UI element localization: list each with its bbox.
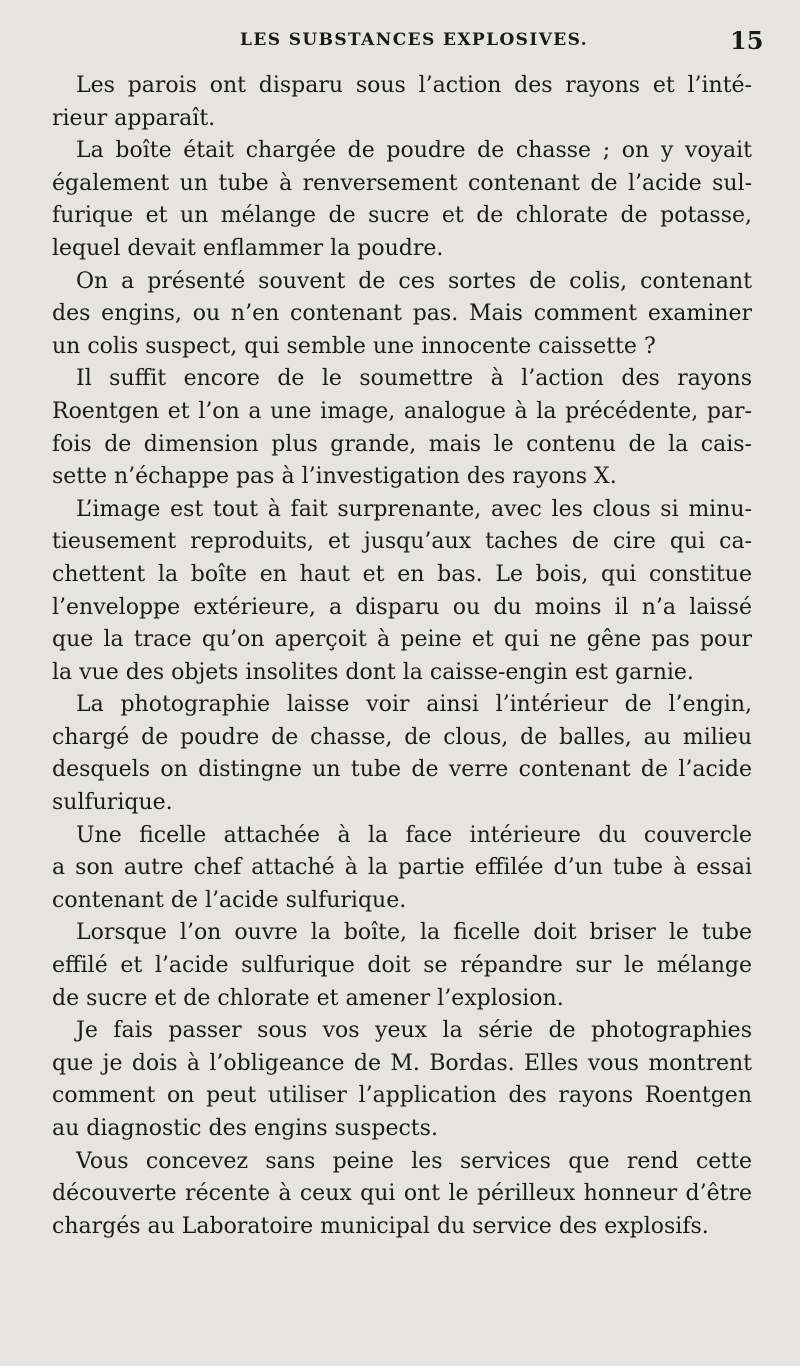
text-line: fois de dimension plus grande, mais le contenu de la cais- (52, 431, 752, 457)
text-line: tieusement reproduits, et jusqu’aux taches de cire qui ca- (52, 529, 752, 555)
text-line: La photographie laisse voir ainsi l’intérieur de l’engin, (76, 692, 752, 718)
text-line: chettent la boîte en haut et en bas. Le bois, qui constitue (52, 561, 752, 587)
text-line: Les parois ont disparu sous l’action des rayons et l’inté- (76, 73, 752, 98)
text-line: Vous concevez sans peine les services que rend cette (76, 1148, 752, 1174)
text-line: lequel devait enflammer la poudre. (52, 235, 444, 261)
text-line: chargés au Laboratoire municipal du service des explosifs. (52, 1213, 709, 1239)
text-line: au diagnostic des engins suspects. (52, 1116, 438, 1141)
text-line: également un tube à renversement contenant de l’acide sul- (52, 170, 752, 196)
text-line: desquels on distingne un tube de verre contenant de l’acide (52, 757, 752, 783)
text-line: effilé et l’acide sulfurique doit se répandre sur le mélange (52, 953, 752, 979)
text-line: Il suffit encore de le soumettre à l’action des rayons (76, 366, 752, 392)
text-line: de sucre et de chlorate et amener l’explosion. (52, 985, 564, 1011)
text-line: a son autre chef attaché à la partie effilée d’un tube à essai (52, 855, 752, 881)
text-line: furique et un mélange de sucre et de chlorate de potasse, (52, 203, 752, 229)
body-text (52, 70, 752, 1243)
text-line: un colis suspect, qui semble une innocente caissette ? (52, 333, 656, 359)
text-line: sulfurique. (52, 790, 173, 816)
page-header (0, 26, 800, 58)
text-line: Une ficelle attachée à la face intérieure du couvercle (76, 822, 752, 848)
text-line: la vue des objets insolites dont la caisse-engin est garnie. (52, 659, 694, 685)
text-line: que la trace qu’on aperçoit à peine et qui ne gêne pas pour (52, 627, 752, 653)
text-line: sette n’échappe pas à l’investigation des rayons X. (52, 464, 617, 490)
text-line: découverte récente à ceux qui ont le périlleux honneur d’être (52, 1181, 752, 1207)
text-line: La boîte était chargée de poudre de chasse ; on y voyait (76, 138, 752, 164)
running-title: LES SUBSTANCES EXPLOSIVES. (240, 30, 589, 50)
text-line: Roentgen et l’on a une image, analogue à la précédente, par- (52, 398, 752, 424)
text-line: Lorsque l’on ouvre la boîte, la ficelle doit briser le tube (76, 920, 752, 946)
text-line: On a présenté souvent de ces sortes de colis, contenant (76, 268, 752, 294)
text-line: l’enveloppe extérieure, a disparu ou du moins il n’a laissé (52, 594, 752, 620)
text-line: des engins, ou n’en contenant pas. Mais comment examiner (52, 301, 752, 327)
text-line: que je dois à l’obligeance de M. Bordas. Elles vous montrent (52, 1050, 752, 1076)
text-line: contenant de l’acide sulfurique. (52, 887, 407, 913)
text-line: comment on peut utiliser l’application des rayons Roentgen (52, 1083, 752, 1109)
text-line: L’image est tout à fait surprenante, avec les clous si minu- (76, 496, 752, 522)
text-line: Je fais passer sous vos yeux la série de photographies (76, 1018, 752, 1044)
text-line: chargé de poudre de chasse, de clous, de balles, au milieu (52, 724, 752, 750)
text-line: rieur apparaît. (52, 105, 216, 131)
page-number: 15 (730, 26, 764, 55)
